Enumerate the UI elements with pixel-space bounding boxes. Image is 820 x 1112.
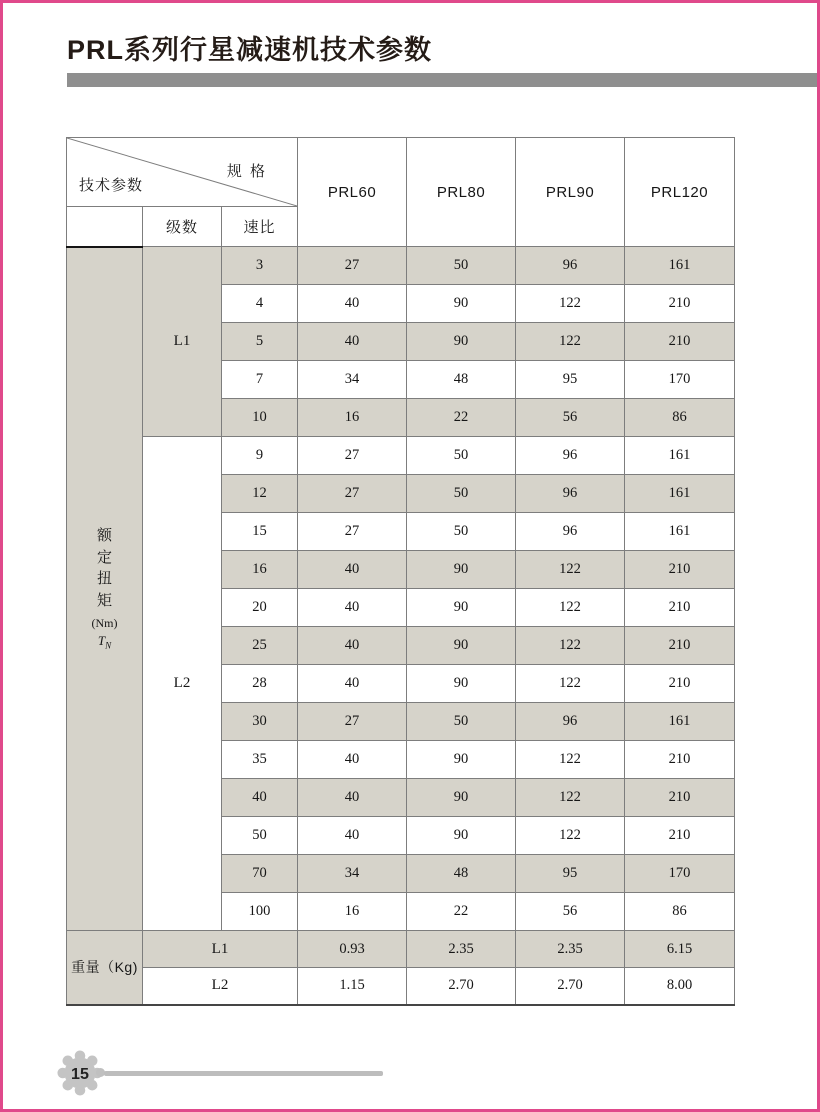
ratio-cell: 9 — [222, 437, 298, 475]
value-cell: 40 — [298, 779, 407, 817]
value-cell: 90 — [407, 741, 516, 779]
weight-stage-cell: L2 — [143, 968, 298, 1005]
stage-group-cell: L1 — [143, 247, 222, 437]
value-cell: 122 — [516, 779, 625, 817]
value-cell: 90 — [407, 627, 516, 665]
value-cell: 27 — [298, 475, 407, 513]
weight-row — [67, 931, 735, 968]
value-cell: 50 — [407, 513, 516, 551]
weight-value-cell: 1.15 — [298, 968, 407, 1005]
value-cell: 40 — [298, 627, 407, 665]
value-cell: 48 — [407, 361, 516, 399]
value-cell: 170 — [625, 855, 735, 893]
footer-rule-line — [104, 1071, 383, 1076]
ratio-cell: 7 — [222, 361, 298, 399]
value-cell: 122 — [516, 589, 625, 627]
value-cell: 90 — [407, 285, 516, 323]
value-cell: 34 — [298, 361, 407, 399]
weight-value-cell: 2.70 — [516, 968, 625, 1005]
stage-group-cell: L2 — [143, 437, 222, 931]
value-cell: 90 — [407, 323, 516, 361]
ratio-cell: 25 — [222, 627, 298, 665]
value-cell: 210 — [625, 665, 735, 703]
value-cell: 161 — [625, 475, 735, 513]
value-cell: 95 — [516, 855, 625, 893]
value-cell: 210 — [625, 285, 735, 323]
stage-column-header: 级数 — [143, 207, 222, 247]
value-cell: 96 — [516, 513, 625, 551]
value-cell: 40 — [298, 551, 407, 589]
value-cell: 50 — [407, 475, 516, 513]
value-cell: 40 — [298, 665, 407, 703]
value-cell: 27 — [298, 703, 407, 741]
weight-row — [67, 968, 735, 1005]
value-cell: 56 — [516, 893, 625, 931]
torque-symbol: $T_N$ — [97, 632, 112, 651]
page-title: PRL系列行星减速机技术参数 — [67, 35, 432, 65]
column-header-prl60: PRL60 — [298, 138, 407, 247]
spec-table — [66, 137, 735, 1006]
value-cell: 40 — [298, 323, 407, 361]
value-cell: 122 — [516, 627, 625, 665]
value-cell: 161 — [625, 247, 735, 285]
torque-label-cell — [67, 247, 143, 931]
value-cell: 210 — [625, 323, 735, 361]
value-cell: 90 — [407, 665, 516, 703]
value-cell: 16 — [298, 893, 407, 931]
value-cell: 210 — [625, 741, 735, 779]
value-cell: 96 — [516, 437, 625, 475]
value-cell: 90 — [407, 779, 516, 817]
spec-table-body — [67, 247, 735, 1005]
value-cell: 22 — [407, 893, 516, 931]
column-header-prl90: PRL90 — [516, 138, 625, 247]
value-cell: 96 — [516, 475, 625, 513]
page-number: 15 — [71, 1064, 89, 1083]
ratio-cell: 70 — [222, 855, 298, 893]
value-cell: 210 — [625, 779, 735, 817]
column-header-prl80: PRL80 — [407, 138, 516, 247]
ratio-cell: 10 — [222, 399, 298, 437]
value-cell: 122 — [516, 741, 625, 779]
value-cell: 40 — [298, 817, 407, 855]
value-cell: 90 — [407, 589, 516, 627]
value-cell: 122 — [516, 817, 625, 855]
ratio-cell: 16 — [222, 551, 298, 589]
value-cell: 86 — [625, 399, 735, 437]
value-cell: 34 — [298, 855, 407, 893]
value-cell: 40 — [298, 741, 407, 779]
value-cell: 122 — [516, 323, 625, 361]
value-cell: 210 — [625, 589, 735, 627]
value-cell: 210 — [625, 627, 735, 665]
value-cell: 86 — [625, 893, 735, 931]
value-cell: 16 — [298, 399, 407, 437]
value-cell: 161 — [625, 703, 735, 741]
ratio-cell: 30 — [222, 703, 298, 741]
title-underline-bar — [67, 73, 817, 87]
ratio-cell: 20 — [222, 589, 298, 627]
value-cell: 22 — [407, 399, 516, 437]
value-cell: 161 — [625, 513, 735, 551]
ratio-cell: 50 — [222, 817, 298, 855]
empty-header-cell — [67, 207, 143, 247]
table-row — [67, 247, 735, 285]
weight-value-cell: 0.93 — [298, 931, 407, 968]
value-cell: 50 — [407, 247, 516, 285]
ratio-cell: 100 — [222, 893, 298, 931]
value-cell: 50 — [407, 703, 516, 741]
weight-stage-cell: L1 — [143, 931, 298, 968]
value-cell: 161 — [625, 437, 735, 475]
ratio-cell: 28 — [222, 665, 298, 703]
value-cell: 56 — [516, 399, 625, 437]
value-cell: 48 — [407, 855, 516, 893]
weight-value-cell: 2.70 — [407, 968, 516, 1005]
ratio-column-header: 速比 — [222, 207, 298, 247]
ratio-cell: 3 — [222, 247, 298, 285]
tech-param-header-label: 技术参数 — [79, 177, 144, 194]
table-row — [67, 437, 735, 475]
weight-value-cell: 2.35 — [407, 931, 516, 968]
ratio-cell: 35 — [222, 741, 298, 779]
value-cell: 210 — [625, 551, 735, 589]
ratio-cell: 15 — [222, 513, 298, 551]
ratio-cell: 40 — [222, 779, 298, 817]
ratio-cell: 4 — [222, 285, 298, 323]
value-cell: 40 — [298, 589, 407, 627]
value-cell: 95 — [516, 361, 625, 399]
value-cell: 27 — [298, 247, 407, 285]
header-row-models — [67, 138, 735, 207]
column-header-prl120: PRL120 — [625, 138, 735, 247]
value-cell: 122 — [516, 285, 625, 323]
value-cell: 170 — [625, 361, 735, 399]
ratio-cell: 12 — [222, 475, 298, 513]
diagonal-header-cell — [67, 138, 298, 207]
weight-label-cell: 重量（Kg) — [67, 931, 143, 1005]
torque-unit: (Nm) — [91, 615, 118, 630]
weight-value-cell: 6.15 — [625, 931, 735, 968]
value-cell: 96 — [516, 247, 625, 285]
value-cell: 27 — [298, 437, 407, 475]
torque-label-vertical: 额 定 扭 矩 — [96, 526, 112, 610]
value-cell: 27 — [298, 513, 407, 551]
value-cell: 50 — [407, 437, 516, 475]
value-cell: 96 — [516, 703, 625, 741]
value-cell: 122 — [516, 551, 625, 589]
weight-value-cell: 8.00 — [625, 968, 735, 1005]
ratio-cell: 5 — [222, 323, 298, 361]
value-cell: 122 — [516, 665, 625, 703]
weight-value-cell: 2.35 — [516, 931, 625, 968]
value-cell: 210 — [625, 817, 735, 855]
value-cell: 90 — [407, 551, 516, 589]
value-cell: 90 — [407, 817, 516, 855]
value-cell: 40 — [298, 285, 407, 323]
spec-header-label: 规 格 — [226, 163, 268, 180]
